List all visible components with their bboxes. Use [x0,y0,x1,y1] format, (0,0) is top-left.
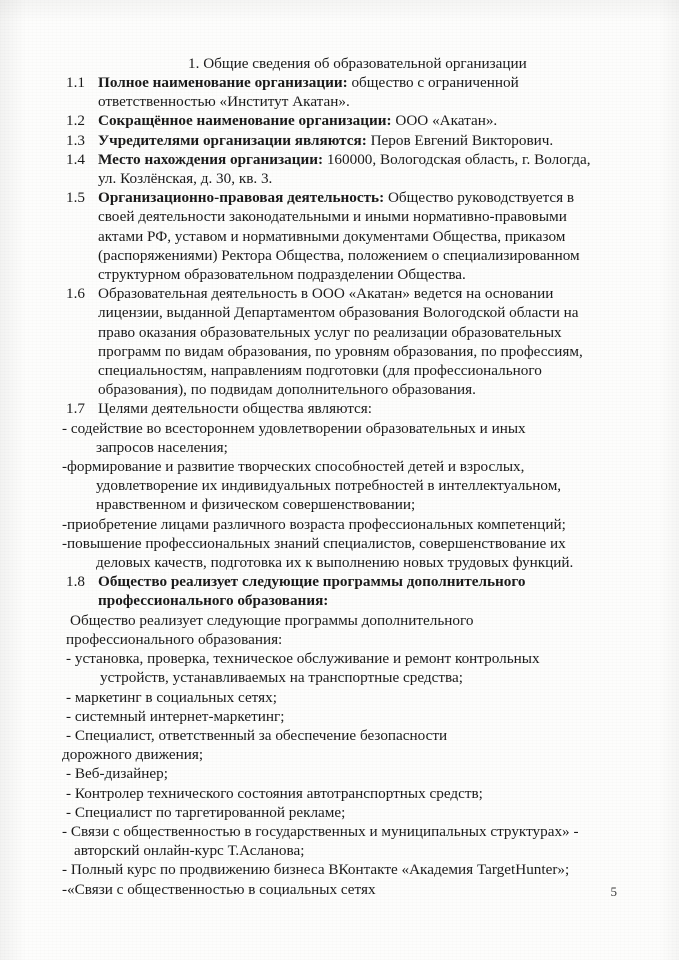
clause-heading-line-1: Общество реализует следующие программы дополнительного [98,573,526,591]
clause-1-7 [0,399,679,418]
clause-rest: Общество руководствуется в [384,189,575,207]
program-item: - Специалист по таргетированной рекламе; [66,803,346,821]
clause-number: 1.6 [66,285,85,303]
clause-body [98,188,635,284]
clause-continuation-line: право оказания образовательных услуг по реализации образовательных [98,323,562,341]
clause-rest: ООО «Акатан». [391,112,498,130]
goal-item: - содействие во всестороннем удовлетворении образовательных и иных [62,419,526,437]
program-item-continuation: авторский онлайн-курс Т.Асланова; [74,842,305,860]
clause-rest: Перов Евгений Викторович. [366,131,554,149]
clause-rest: Целями деятельности общества являются: [98,400,373,418]
program-item: - Веб-дизайнер; [66,765,168,783]
clause-rest: Образовательная деятельность в ООО «Акатан» ведется на основании [98,285,554,303]
clause-continuation-line: ул. Козлёнская, д. 30, кв. 3. [98,170,273,188]
clause-1-5 [0,188,679,284]
clause-body [98,131,635,150]
goal-item-continuation: запросов населения; [96,438,228,456]
clause-body [98,73,635,111]
clause-number: 1.2 [66,112,85,130]
clause-body [98,399,635,418]
clause-body [98,572,635,610]
clause-1-8 [0,572,679,610]
programs-intro-line-1: Общество реализует следующие программы дополнительного [70,611,474,629]
clause-lead: Место нахождения организации: [98,150,324,168]
program-item: - Специалист, ответственный за обеспечение безопасности [66,726,448,744]
program-item: - Связи с общественностью в государственных и муниципальных структурах» - [62,822,579,840]
clause-continuation-line: образования), по подвидам дополнительного образования. [98,381,476,399]
program-item: -«Связи с общественностью в социальных сетях [62,880,376,898]
clause-body [98,284,635,399]
clause-body [98,150,635,188]
clause-lead: Организационно-правовая деятельность: [98,189,385,207]
program-item-continuation: устройств, устанавливаемых на транспортные средства; [100,669,463,687]
goal-item-continuation: деловых качеств, подготовка их к выполнению новых трудовых функций. [96,554,574,572]
clause-continuation-line: программ по видам образования, по уровням образования, по профессиям, [98,342,583,360]
clause-continuation-line: лицензии, выданной Департаментом образования Вологодской области на [98,304,579,322]
clause-body [98,111,635,130]
clause-number: 1.1 [66,74,85,91]
clause-rest: 160000, Вологодская область, г. Вологда, [323,150,591,168]
clause-continuation-line: ответственностью «Институт Акатан». [98,93,350,111]
program-item: - Контролер технического состояния автотранспортных средств; [66,784,483,802]
clause-rest: общество с ограниченной [347,74,519,91]
program-item: - Полный курс по продвижению бизнеса ВКонтакте «Академия TargetHunter»; [62,861,570,879]
goal-item-continuation: удовлетворение их индивидуальных потребностей в интеллектуальном, [96,477,562,495]
clause-lead: Учредителями организации являются: [98,131,367,149]
clause-heading-line-2: профессионального образования: [98,592,329,610]
goal-item: -приобретение лицами различного возраста профессиональных компетенций; [62,515,566,533]
clause-continuation-line: специальностям, направлениям подготовки (для профессионального [98,362,542,380]
clause-lead: Сокращённое наименование организации: [98,112,392,130]
program-item: - системный интернет-маркетинг; [66,707,285,725]
section-heading: 1. Общие сведения об образовательной организации [188,55,527,72]
clause-1-3 [0,131,679,150]
programs-intro-line-2: профессионального образования: [66,630,283,648]
clause-continuation-line: актами РФ, уставом и нормативными документами Общества, приказом [98,227,566,245]
program-item-continuation: дорожного движения; [62,746,204,764]
clause-number: 1.5 [66,189,85,207]
clause-number: 1.3 [66,131,85,149]
program-item: - установка, проверка, техническое обслуживание и ремонт контрольных [66,650,540,668]
page-number: 5 [610,884,617,899]
clause-number: 1.7 [66,400,85,418]
clause-number: 1.4 [66,150,85,168]
clause-continuation-line: своей деятельности законодательными и иными нормативно-правовыми [98,208,567,226]
clause-number: 1.8 [66,573,85,591]
goal-item: -повышение профессиональных знаний специалистов, совершенствование их [62,534,566,552]
goal-item: -формирование и развитие творческих способностей детей и взрослых, [62,458,525,476]
clause-1-4 [0,150,679,188]
clause-lead: Полное наименование организации: [98,74,348,91]
clause-1-2 [0,111,679,130]
clause-1-6 [0,284,679,399]
clause-continuation-line: (распоряжениями) Ректора Общества, положением о специализированном [98,246,580,264]
clause-1-1 [0,73,679,111]
clause-continuation-line: структурном образовательном подразделении Общества. [98,266,466,284]
program-item: - маркетинг в социальных сетях; [66,688,277,706]
goal-item-continuation: нравственном и физическом совершенствовании; [96,496,416,514]
